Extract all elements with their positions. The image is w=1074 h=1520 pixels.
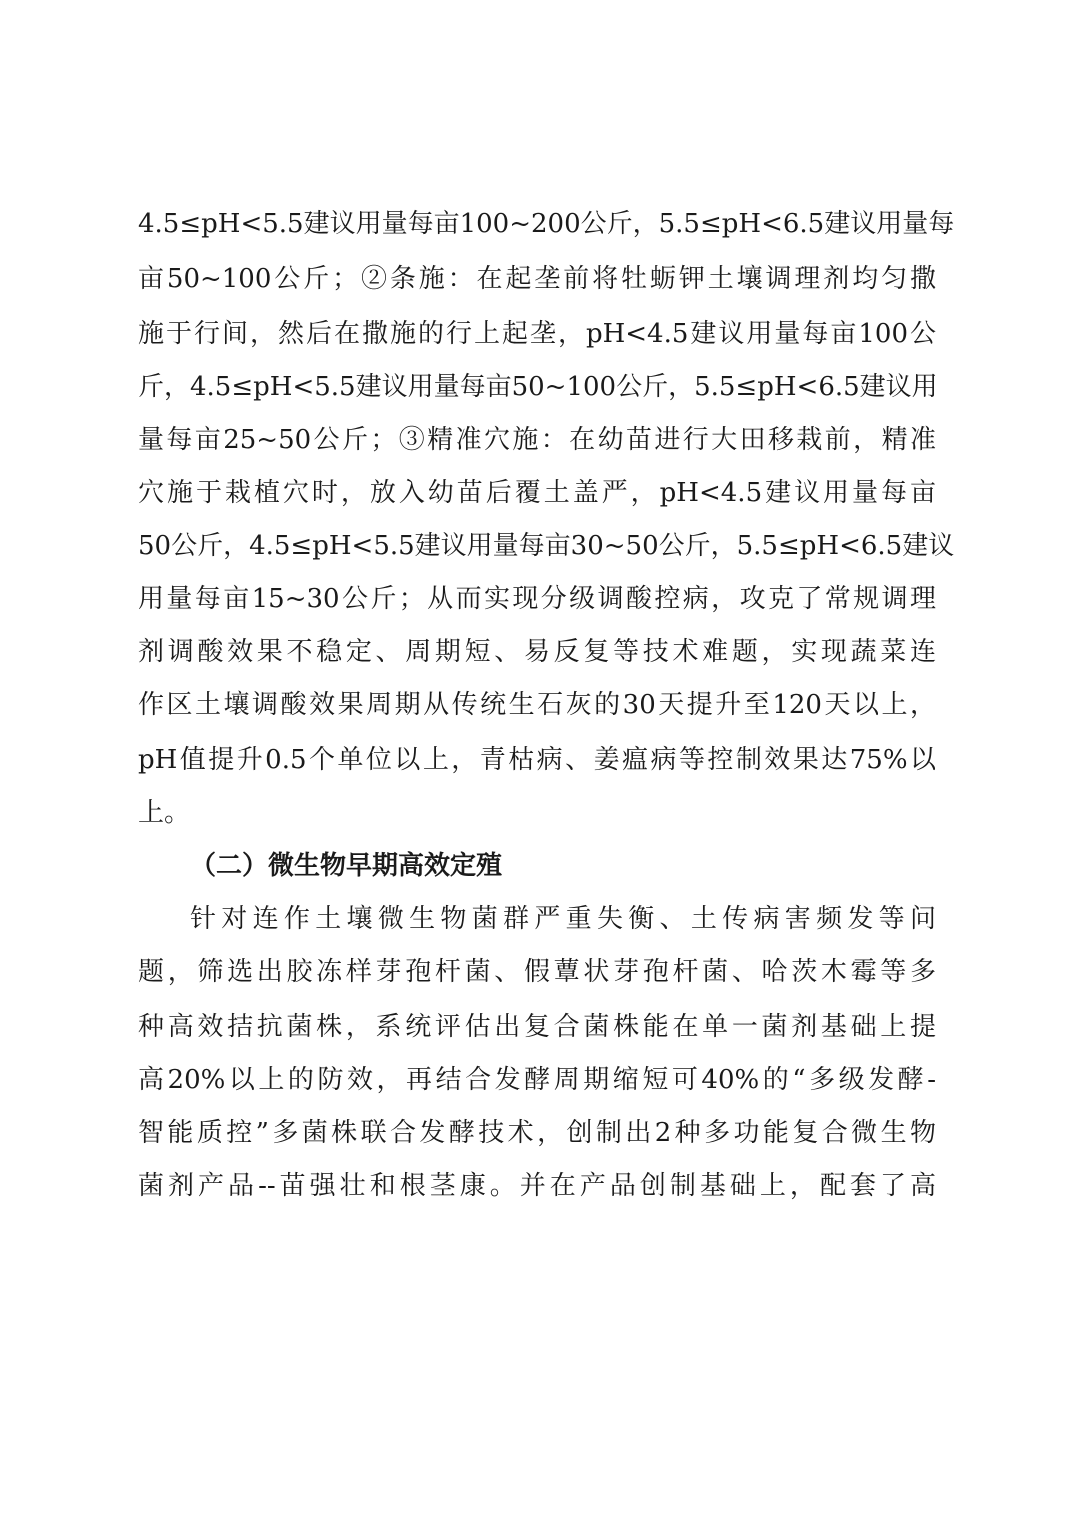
text-line: 上。	[138, 798, 191, 828]
text-line: 题，筛选出胶冻样芽孢杆菌、假蕈状芽孢杆菌、哈茨木霉等多	[138, 957, 936, 987]
text-line: 针对连作土壤微生物菌群严重失衡、土传病害频发等问	[190, 904, 936, 934]
text-line: pH值提升0.5个单位以上，青枯病、姜瘟病等控制效果达75%以	[138, 745, 936, 775]
text-line: 高20%以上的防效，再结合发酵周期缩短可40%的“多级发酵-	[138, 1065, 936, 1095]
text-line: 穴施于栽植穴时，放入幼苗后覆土盖严，pH<4.5建议用量每亩	[138, 478, 936, 508]
text-line: 施于行间，然后在撒施的行上起垄，pH<4.5建议用量每亩100公	[138, 319, 936, 349]
text-line: 智能质控”多菌株联合发酵技术，创制出2种多功能复合微生物	[138, 1118, 936, 1148]
text-line: 4.5≤pH<5.5建议用量每亩100~200公斤，5.5≤pH<6.5建议用量每	[138, 209, 955, 239]
text-line: 种高效拮抗菌株，系统评估出复合菌株能在单一菌剂基础上提	[138, 1012, 936, 1042]
text-line: 作区土壤调酸效果周期从传统生石灰的30天提升至120天以上，	[138, 690, 936, 720]
text-line: 亩50~100公斤；②条施：在起垄前将牡蛎钾土壤调理剂均匀撒	[138, 264, 936, 294]
text-line: 菌剂产品--苗强壮和根茎康。并在产品创制基础上，配套了高	[138, 1171, 936, 1201]
text-line: 剂调酸效果不稳定、周期短、易反复等技术难题，实现蔬菜连	[138, 637, 936, 667]
text-line: 斤，4.5≤pH<5.5建议用量每亩50~100公斤，5.5≤pH<6.5建议用	[138, 372, 938, 402]
section-heading: （二）微生物早期高效定殖	[190, 851, 503, 881]
text-line: 50公斤，4.5≤pH<5.5建议用量每亩30~50公斤，5.5≤pH<6.5建议	[138, 531, 955, 561]
text-line: 量每亩25~50公斤；③精准穴施：在幼苗进行大田移栽前，精准	[138, 425, 936, 455]
text-line: 用量每亩15~30公斤；从而实现分级调酸控病，攻克了常规调理	[138, 584, 936, 614]
